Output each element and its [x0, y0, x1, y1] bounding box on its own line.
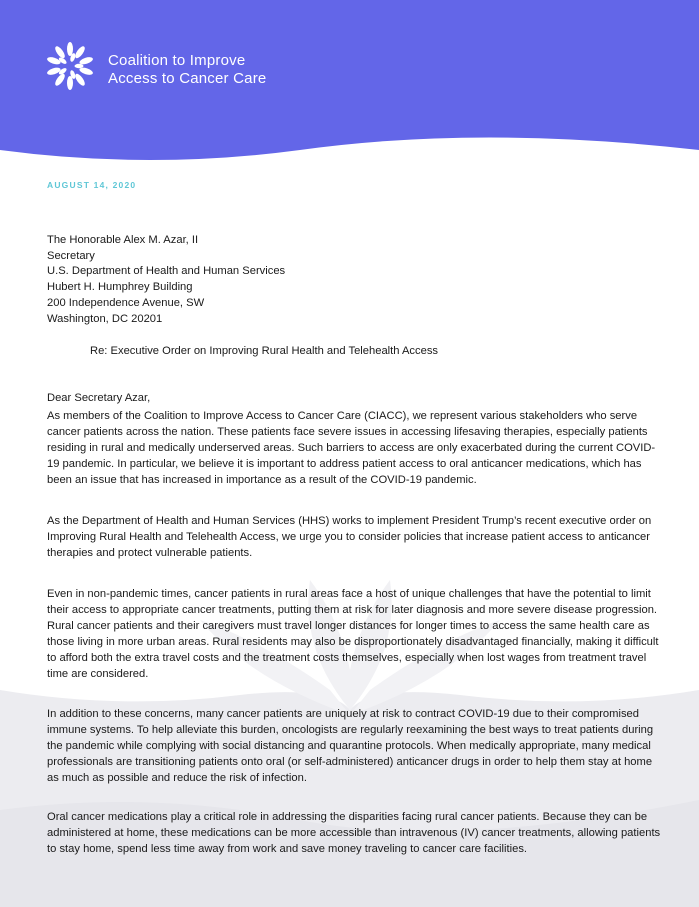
body-paragraph-4: In addition to these concerns, many cancer patients are uniquely at risk to contract COVID-19 due to their compromised immune systems. To help alleviate this burden, oncologists are regularly reexamining the best ways to treat patients during the pandemic while complying with social distancing and quarantine protocols. When medically appropriate, many medical professionals are transitioning patients onto oral (or self-administered) anticancer drugs in order to help them stay at home as much as possible and reduce the risk of infection.: [47, 708, 654, 784]
recipient-title: Secretary: [47, 249, 95, 262]
organization-name-line1: Coalition to Improve: [108, 52, 246, 69]
letter-date: AUGUST 14, 2020: [47, 180, 137, 190]
organization-name: [108, 52, 266, 88]
recipient-address: [47, 233, 285, 327]
recipient-city: Washington, DC 20201: [47, 312, 163, 325]
body-paragraph-2: As the Department of Health and Human Services (HHS) works to implement President Trump’s recent executive order on Improving Rural Health and Telehealth Access, we urge you to consider policies that increase patient access to anticancer therapies and protect vulnerable patients.: [47, 515, 652, 559]
subject-line: Re: Executive Order on Improving Rural Health and Telehealth Access: [90, 345, 439, 357]
body-paragraph-3: Even in non-pandemic times, cancer patients in rural areas face a host of unique challenges that have the potential to limit their access to appropriate cancer treatments, putting them at risk for later diagnosis and more severe disease progression. Rural cancer patients and their caregivers must travel longer distances for longer times to access the same health care as those living in more urban areas. Rural residents may also be disproportionately disadvantaged financially, making it difficult to afford both the extra travel costs and the treatment costs themselves, especially when lost wages from treatment travel time are considered.: [47, 588, 659, 680]
organization-name-line2: Access to Cancer Care: [108, 70, 267, 87]
salutation: Dear Secretary Azar,: [47, 392, 151, 404]
body-paragraph-1: As members of the Coalition to Improve Access to Cancer Care (CIACC), we represent various stakeholders who serve cancer patients across the nation. These patients face severe issues in accessing lifesaving therapies, especially patients residing in rural and medically underserved areas. Such barriers to access are only exacerbated during the current COVID-19 pandemic. In particular, we believe it is important to address patient access to oral anticancer medications, which has been an issue that has increased in importance as a result of the COVID-19 pandemic.: [47, 410, 656, 486]
recipient-name: The Honorable Alex M. Azar, II: [47, 234, 199, 246]
header-band: [0, 0, 699, 185]
recipient-street: 200 Independence Avenue, SW: [47, 296, 205, 309]
lotus-flower-icon: [44, 40, 96, 92]
recipient-department: U.S. Department of Health and Human Services: [47, 265, 286, 278]
recipient-building: Hubert H. Humphrey Building: [47, 281, 193, 294]
body-paragraph-5: Oral cancer medications play a critical role in addressing the disparities facing rural cancer patients. Because they can be administered at home, these medications can be more accessible than intravenous (IV) cancer treatments, allowing patients to stay home, spend less time away from work and save money traveling to cancer care facilities.: [47, 811, 661, 855]
